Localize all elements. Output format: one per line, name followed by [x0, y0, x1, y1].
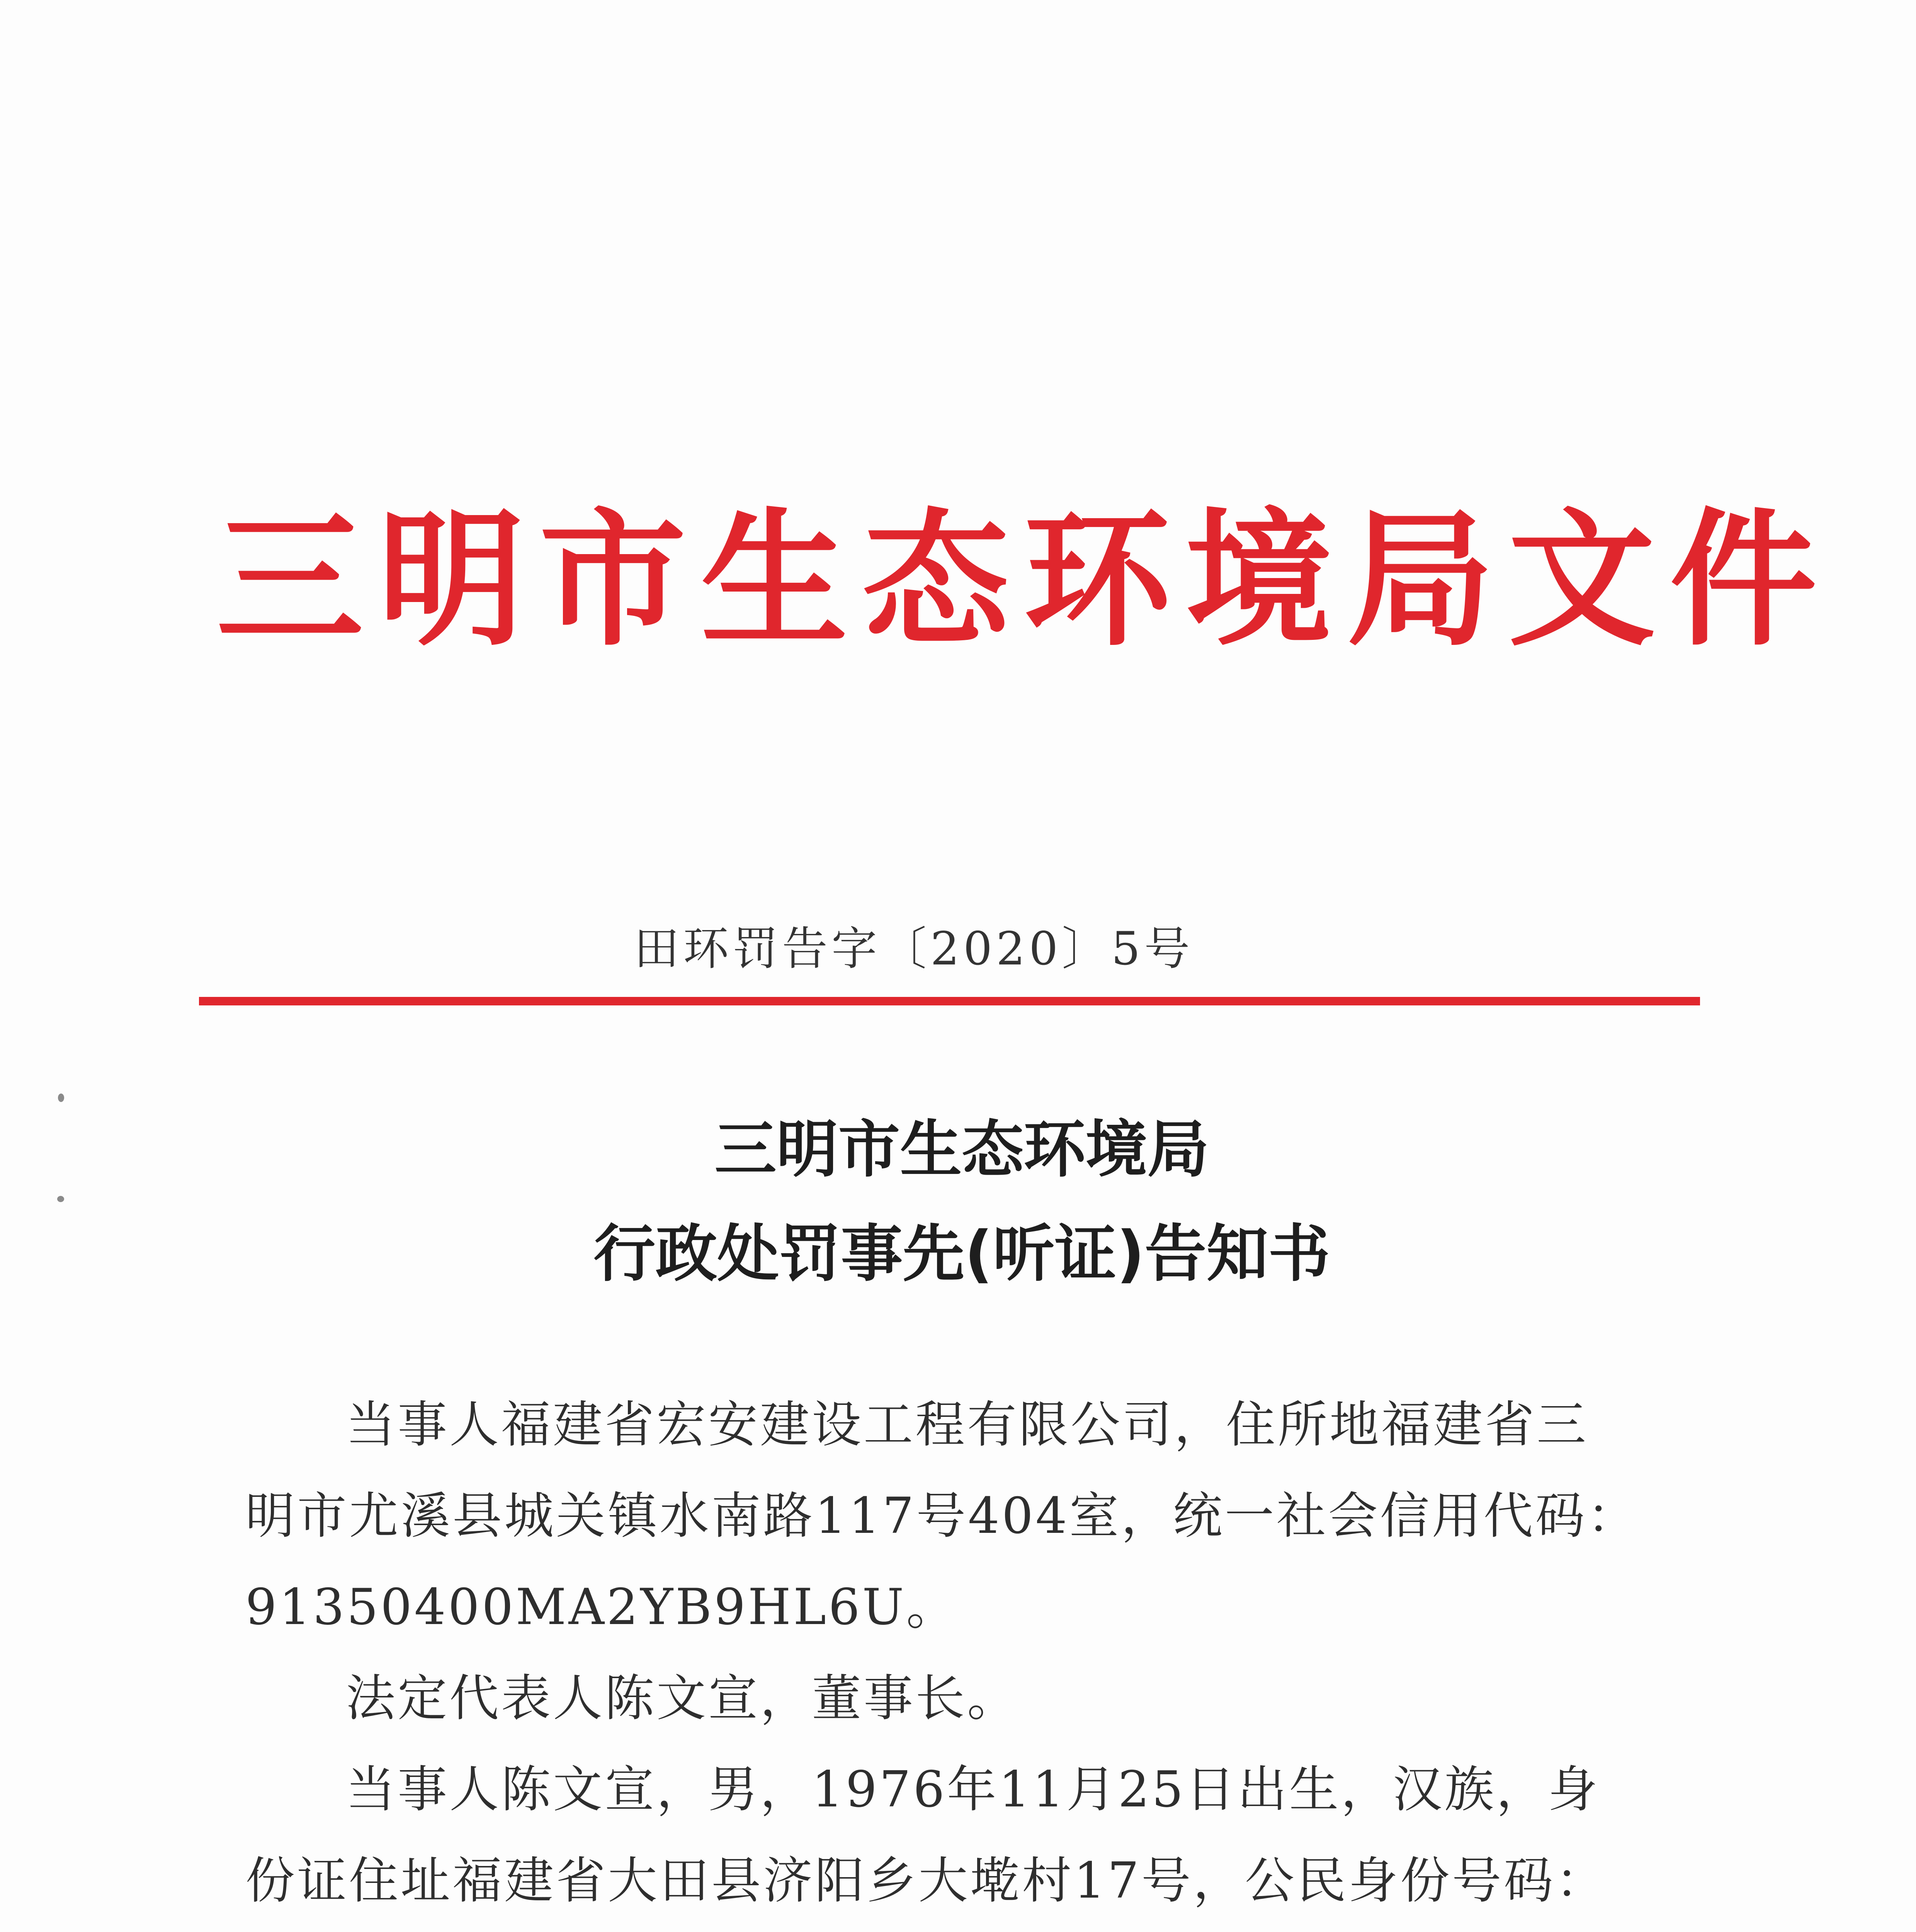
body-line — [245, 1927, 1590, 1932]
red-divider-line — [199, 997, 1700, 1005]
body-line: 明市尤溪县城关镇水南路117号404室，统一社会信用代码： — [245, 1487, 1639, 1545]
title-line-1: 三明市生态环境局 — [714, 1113, 1209, 1185]
scan-speck — [58, 1094, 64, 1102]
body-line: 当事人陈文宣，男，1976年11月25日出生，汉族，身 — [346, 1761, 1600, 1818]
scan-speck — [57, 1196, 64, 1202]
masthead-text: 三明市生态环境局文件 — [216, 493, 1831, 666]
title-line-2: 行政处罚事先(听证)告知书 — [593, 1218, 1330, 1290]
document-number: 田环罚告字〔2020〕5号 — [634, 922, 1194, 975]
masthead-title — [216, 479, 1831, 680]
body-line: 当事人福建省宏安建设工程有限公司，住所地福建省三 — [346, 1396, 1589, 1454]
document-title — [0, 1097, 1916, 1306]
body-text — [245, 1379, 1639, 1932]
body-line: 91350400MA2YB9HL6U。 — [245, 1578, 958, 1636]
body-line: 法定代表人陈文宣，董事长。 — [346, 1670, 1019, 1727]
body-line: 份证住址福建省大田县济阳乡大墘村17号，公民身份号码： — [245, 1852, 1607, 1910]
